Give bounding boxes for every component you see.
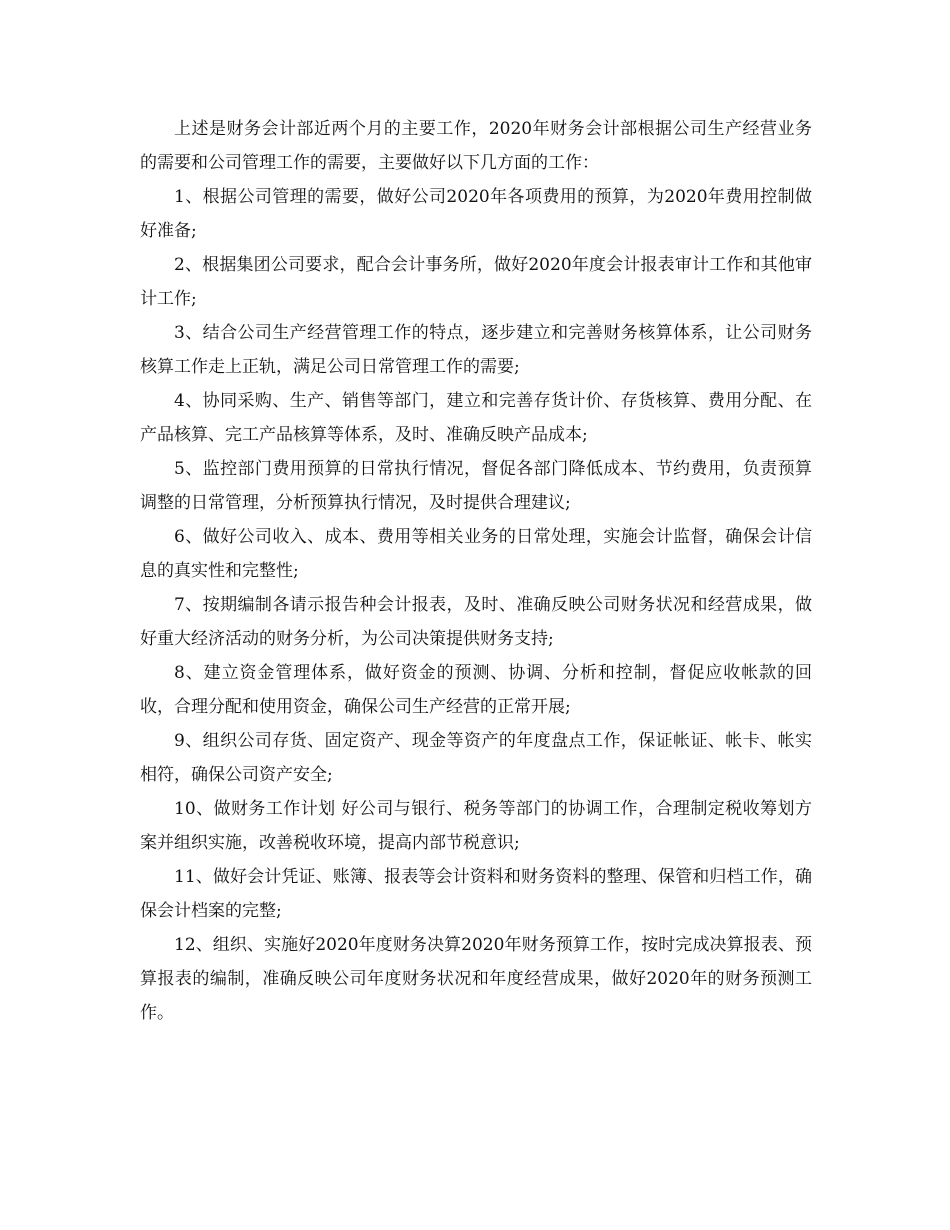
list-item-6: 6、做好公司收入、成本、费用等相关业务的日常处理，实施会计监督，确保会计信息的真实性和完整性; bbox=[140, 527, 812, 581]
list-item-10: 10、做财务工作计划 好公司与银行、税务等部门的协调工作，合理制定税收筹划方案并组织实施，改善税收环境，提高内部节税意识; bbox=[140, 799, 812, 853]
list-item-2: 2、根据集团公司要求，配合会计事务所，做好2020年度会计报表审计工作和其他审计工作; bbox=[140, 255, 812, 309]
list-item-3: 3、结合公司生产经营管理工作的特点，逐步建立和完善财务核算体系，让公司财务核算工作走上正轨，满足公司日常管理工作的需要; bbox=[140, 323, 812, 377]
list-item-11: 11、做好会计凭证、账簿、报表等会计资料和财务资料的整理、保管和归档工作，确保会计档案的完整; bbox=[140, 867, 812, 921]
list-item-8: 8、建立资金管理体系，做好资金的预测、协调、分析和控制，督促应收帐款的回收，合理分配和使用资金，确保公司生产经营的正常开展; bbox=[140, 663, 812, 717]
list-item-12: 12、组织、实施好2020年度财务决算2020年财务预算工作，按时完成决算报表、预算报表的编制，准确反映公司年度财务状况和年度经营成果，做好2020年的财务预测工作。 bbox=[140, 935, 812, 1023]
document-body bbox=[140, 112, 812, 1030]
list-item-5: 5、监控部门费用预算的日常执行情况，督促各部门降低成本、节约费用，负责预算调整的日常管理，分析预算执行情况，及时提供合理建议; bbox=[140, 459, 812, 513]
list-item-7: 7、按期编制各请示报告种会计报表，及时、准确反映公司财务状况和经营成果，做好重大经济活动的财务分析，为公司决策提供财务支持; bbox=[140, 595, 812, 649]
intro-paragraph: 上述是财务会计部近两个月的主要工作，2020年财务会计部根据公司生产经营业务的需要和公司管理工作的需要，主要做好以下几方面的工作： bbox=[140, 119, 812, 173]
list-item-9: 9、组织公司存货、固定资产、现金等资产的年度盘点工作，保证帐证、帐卡、帐实相符，确保公司资产安全; bbox=[140, 731, 812, 785]
list-item-4: 4、协同采购、生产、销售等部门，建立和完善存货计价、存货核算、费用分配、在产品核算、完工产品核算等体系，及时、准确反映产品成本; bbox=[140, 391, 812, 445]
list-item-1: 1、根据公司管理的需要，做好公司2020年各项费用的预算，为2020年费用控制做好准备; bbox=[140, 187, 812, 241]
